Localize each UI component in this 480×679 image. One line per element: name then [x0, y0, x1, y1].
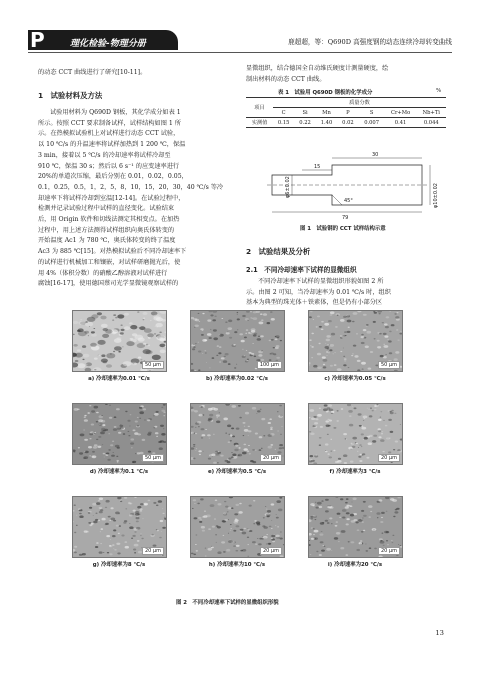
micrograph-panel — [190, 403, 285, 465]
text-line: 开始温度 Ac1 为 780 ℃，奥氏体转变的终了温度 — [38, 237, 176, 245]
text-line: 910 ℃，保温 30 s；然后以 6 s⁻¹ 的应变速率进行 — [38, 162, 180, 170]
text-line: 示。在热模拟试验机上对试样进行动态 CCT 试验， — [38, 130, 180, 138]
micrograph-panel — [190, 310, 285, 372]
scale-bar-label: 20 μm — [142, 547, 164, 555]
table-column-header: Nb+Ti — [417, 108, 446, 118]
subsection-2-1-title: 2.1 不同冷却速率下试样的显微组织 — [246, 266, 357, 274]
section-2-title: 2 试验结果及分析 — [246, 247, 311, 256]
table-cell: 0.15 — [277, 119, 290, 126]
text-line: 3 min，接着以 5 ℃/s 的冷却速率将试样冷却至 — [38, 151, 171, 159]
micrograph-panel — [72, 496, 167, 558]
table-column-header: Mn — [316, 108, 337, 118]
angle-label: 45° — [344, 198, 353, 204]
text-line: 腐蚀[16-17]，使用德国蔡司光学显微镜观察试样的 — [38, 280, 179, 288]
scale-bar-label: 50 μm — [142, 454, 164, 462]
text-line: 的试样进行机械加工和镶嵌，对试样研磨抛光后，使 — [38, 258, 181, 266]
micrograph-panel — [308, 403, 403, 465]
table-row-header: 项目 — [246, 98, 273, 118]
text-line: 以 10 ℃/s 的升温速率将试样加热到 1 200 ℃，保温 — [38, 141, 186, 149]
table-cell: 0.02 — [342, 119, 354, 126]
table-cell: 0.41 — [394, 119, 407, 126]
dim-30-label: 30 — [372, 152, 379, 158]
text-line: 20%的单道次压缩，最后分别在 0.01，0.02，0.05， — [38, 173, 188, 181]
figure-2-caption: 图 2 不同冷却速率下试样的显微组织形貌 — [176, 600, 279, 606]
text-line: Ac3 为 885 ℃[15]。对热模拟试验后不同冷却速率下 — [38, 248, 187, 256]
table-1-unit: % — [436, 88, 442, 94]
micrograph-caption: g) 冷却速率为8 ℃/s — [92, 562, 146, 568]
text-line: 检测并记录试验过程中试样的直径变化。试验结束 — [38, 205, 175, 213]
text-line: 制出材料的动态 CCT 曲线。 — [246, 75, 326, 83]
section-1-title: 1 试验材料及方法 — [38, 91, 103, 100]
intro-line: 的动态 CCT 曲线进行了研究[10-11]。 — [38, 69, 147, 76]
table-column-header: S — [359, 108, 385, 118]
table-cell: 0.22 — [299, 119, 311, 126]
table-cell: 0.007 — [364, 119, 380, 126]
dia-left-label: φ6±0.02 — [285, 176, 291, 198]
journal-name: 理化检验-物理分册 — [70, 39, 146, 49]
scale-bar-label: 20 μm — [378, 454, 400, 462]
micrograph-caption: e) 冷却速率为0.5 ℃/s — [207, 469, 267, 475]
text-line: 用 4%（体积分数）的硝酸乙醇溶液对试样进行 — [38, 269, 168, 277]
text-line: 基本为典型的珠光体＋铁素体，但是仍有小部分区 — [246, 299, 383, 307]
text-line: 所示。按照 CCT 要求制备试样，试样结构如图 1 所 — [38, 119, 181, 127]
scale-bar-label: 50 μm — [142, 361, 164, 369]
text-line: 却速率下将试样冷却到室温[12-14]。在试验过程中， — [38, 194, 185, 202]
micrograph-panel — [72, 403, 167, 465]
scale-bar-label: 50 μm — [378, 361, 400, 369]
table-column-header: C — [273, 108, 294, 118]
figure-1-caption: 图 1 试验钢的 CCT 试样结构示意 — [300, 226, 386, 232]
micrograph-caption: i) 冷却速率为20 ℃/s — [327, 562, 383, 568]
micrograph-caption: a) 冷却速率为0.01 ℃/s — [88, 376, 150, 382]
page-number: 13 — [435, 629, 444, 637]
text-line: 不同冷却速率下试样的显微组织形貌如图 2 所 — [258, 278, 384, 285]
scale-bar-label: 20 μm — [260, 547, 282, 555]
text-line: 显微组织，结合德国全自动维氏硬度计测量硬度，绘 — [246, 65, 389, 72]
micrograph-panel — [190, 496, 285, 558]
text-line: 示。由图 2 可知，当冷却速率为 0.01 ℃/s 时，组织 — [246, 288, 391, 296]
micrograph-caption: d) 冷却速率为0.1 ℃/s — [89, 469, 149, 475]
running-title: 鹿超超，等：Q690D 高强度钢的动态连续冷却转变曲线 — [288, 38, 452, 46]
table-cell: 1.40 — [320, 119, 333, 126]
micrograph-caption: h) 冷却速率为10 ℃/s — [208, 562, 266, 568]
table-group-header: 质量分数 — [273, 98, 446, 108]
table-cell: 0.044 — [423, 119, 439, 126]
dim-79-label: 79 — [342, 215, 349, 220]
micrograph-panel — [72, 310, 167, 372]
table-column-header: Cr+Mo — [385, 108, 417, 118]
text-line: 后，用 Origin 软件和切线法测定其相变点。在加热 — [38, 216, 180, 224]
dia-right-label: φ10±0.02 — [433, 183, 439, 208]
text-line: 试验用材料为 Q690D 钢板，其化学成分如表 1 — [50, 109, 181, 116]
scale-bar-label: 20 μm — [260, 454, 282, 462]
journal-logo: P — [30, 28, 44, 52]
table-row-label: 实测值 — [251, 120, 268, 126]
table-column-header: P — [337, 108, 358, 118]
text-line: 0.1，0.25，0.5，1，2，5，8，10，15，20，30，40 ℃/s 等冷 — [38, 183, 224, 191]
dim-15-label: 15 — [314, 164, 321, 170]
micrograph-panel — [308, 496, 403, 558]
table-1-caption: 表 1 试验用 Q690D 钢板的化学成分 — [278, 90, 373, 96]
micrograph-caption: b) 冷却速率为0.02 ℃/s — [205, 376, 269, 382]
micrograph-caption: f) 冷却速率为3 ℃/s — [329, 469, 381, 475]
scale-bar-label: 20 μm — [378, 547, 400, 555]
table-column-header: Si — [294, 108, 315, 118]
scale-bar-label: 100 μm — [257, 361, 282, 369]
micrograph-caption: c) 冷却速率为0.05 ℃/s — [324, 376, 386, 382]
text-line: 过程中，用上述方法测得试样组织向奥氏体转变的 — [38, 226, 175, 234]
micrograph-panel — [308, 310, 403, 372]
